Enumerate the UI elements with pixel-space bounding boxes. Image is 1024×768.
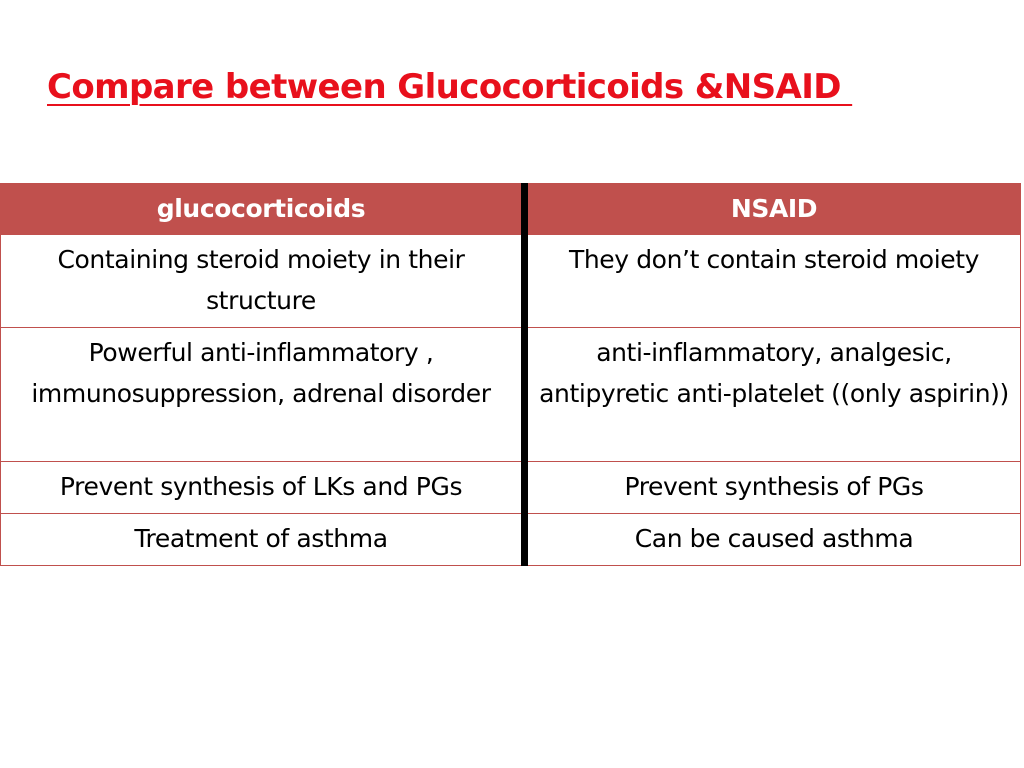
table-cell-glucocorticoids: Containing steroid moiety in their structure (1, 235, 525, 328)
table-cell-glucocorticoids: Prevent synthesis of LKs and PGs (1, 462, 525, 514)
table-cell-nsaid: Prevent synthesis of PGs (525, 462, 1021, 514)
table-cell-nsaid: They don’t contain steroid moiety (525, 235, 1021, 328)
table-cell-nsaid: anti-inflammatory, analgesic, antipyretic anti-platelet ((only aspirin)) (525, 328, 1021, 462)
slide-title: Compare between Glucocorticoids &NSAID (47, 67, 853, 107)
table-cell-glucocorticoids: Powerful anti-inflammatory , immunosuppression, adrenal disorder (1, 328, 525, 462)
comparison-table (0, 183, 1021, 566)
column-header-glucocorticoids: glucocorticoids (1, 183, 525, 235)
table-row (1, 235, 1021, 328)
table-row (1, 462, 1021, 514)
table-cell-glucocorticoids: Treatment of asthma (1, 514, 525, 566)
table-header-row (1, 183, 1021, 235)
comparison-table-container (0, 183, 1020, 566)
table-row (1, 514, 1021, 566)
column-header-nsaid: NSAID (525, 183, 1021, 235)
table-row (1, 328, 1021, 462)
table-cell-nsaid: Can be caused asthma (525, 514, 1021, 566)
